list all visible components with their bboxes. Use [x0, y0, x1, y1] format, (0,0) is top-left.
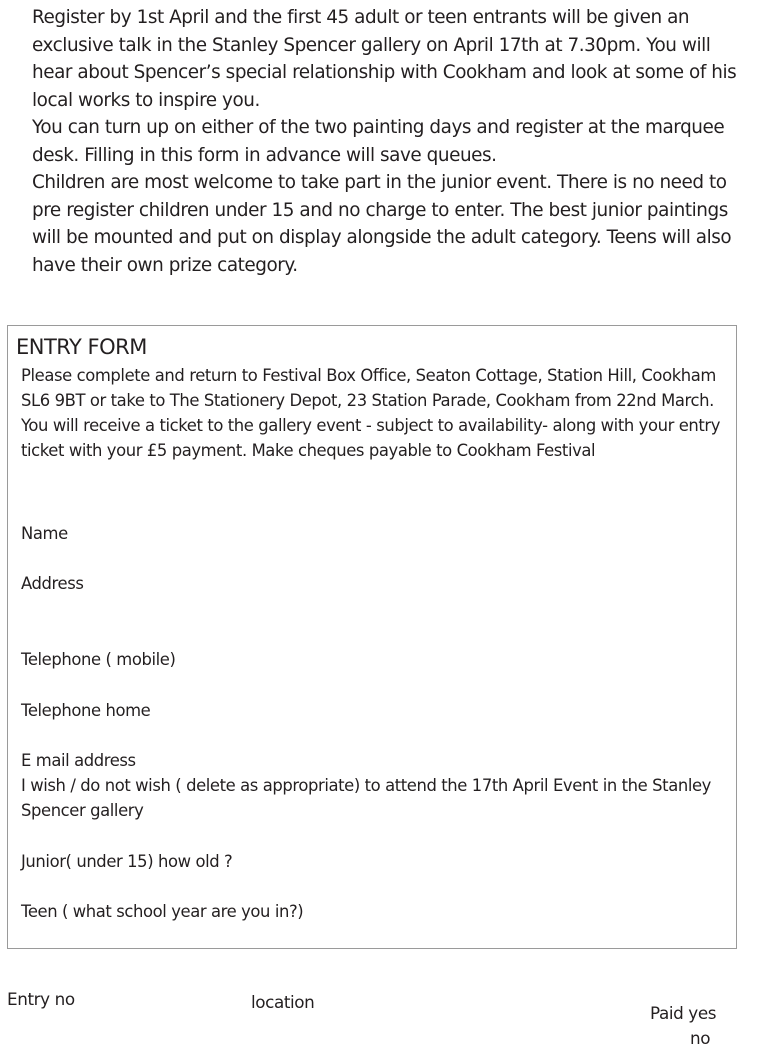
- location-label: location: [251, 992, 315, 1012]
- intro-paragraph-painting-days: You can turn up on either of the two painting days and register at the marquee desk. Filling in this form in advance will save queues.: [32, 117, 725, 166]
- gallery-event-field-label: I wish / do not wish ( delete as appropriate) to attend the 17th April Event in the Stanley Spencer gallery: [21, 776, 711, 820]
- entry-form: [7, 325, 737, 949]
- junior-age-field-label: Junior( under 15) how old ?: [21, 852, 233, 871]
- paid-no-label: no: [690, 1028, 711, 1048]
- intro-paragraph-register: Register by 1st April and the first 45 adult or teen entrants will be given an exclusive talk in the Stanley Spencer gallery on April 17th at 7.30pm. You will hear about Spencer’s special relationship with Cookham and look at some of his local works to inspire you.: [32, 7, 737, 111]
- form-title: ENTRY FORM: [16, 335, 147, 359]
- telephone-home-field-label: Telephone home: [21, 701, 151, 720]
- email-field-label: E mail address: [21, 751, 136, 770]
- paid-yes-label: Paid yes: [650, 1003, 717, 1023]
- entry-no-label: Entry no: [7, 989, 75, 1009]
- teen-school-year-field-label: Teen ( what school year are you in?): [21, 902, 304, 921]
- intro-paragraph-children: Children are most welcome to take part in the junior event. There is no need to pre register children under 15 and no charge to enter. The best junior paintings will be mounted and put on display alongside the adult category. Teens will also have their own prize category.: [32, 172, 732, 276]
- address-field-label: Address: [21, 574, 84, 593]
- form-instructions: Please complete and return to Festival Box Office, Seaton Cottage, Station Hill, Cookham SL6 9BT or take to The Stationery Depot, 23 Station Parade, Cookham from 22nd March. You will receive a ticket to the gallery event - subject to availability- along with your entry ticket with your £5 payment. Make cheques payable to Cookham Festival: [21, 366, 721, 460]
- name-field-label: Name: [21, 524, 68, 543]
- intro-text: [32, 4, 752, 279]
- telephone-mobile-field-label: Telephone ( mobile): [21, 650, 176, 669]
